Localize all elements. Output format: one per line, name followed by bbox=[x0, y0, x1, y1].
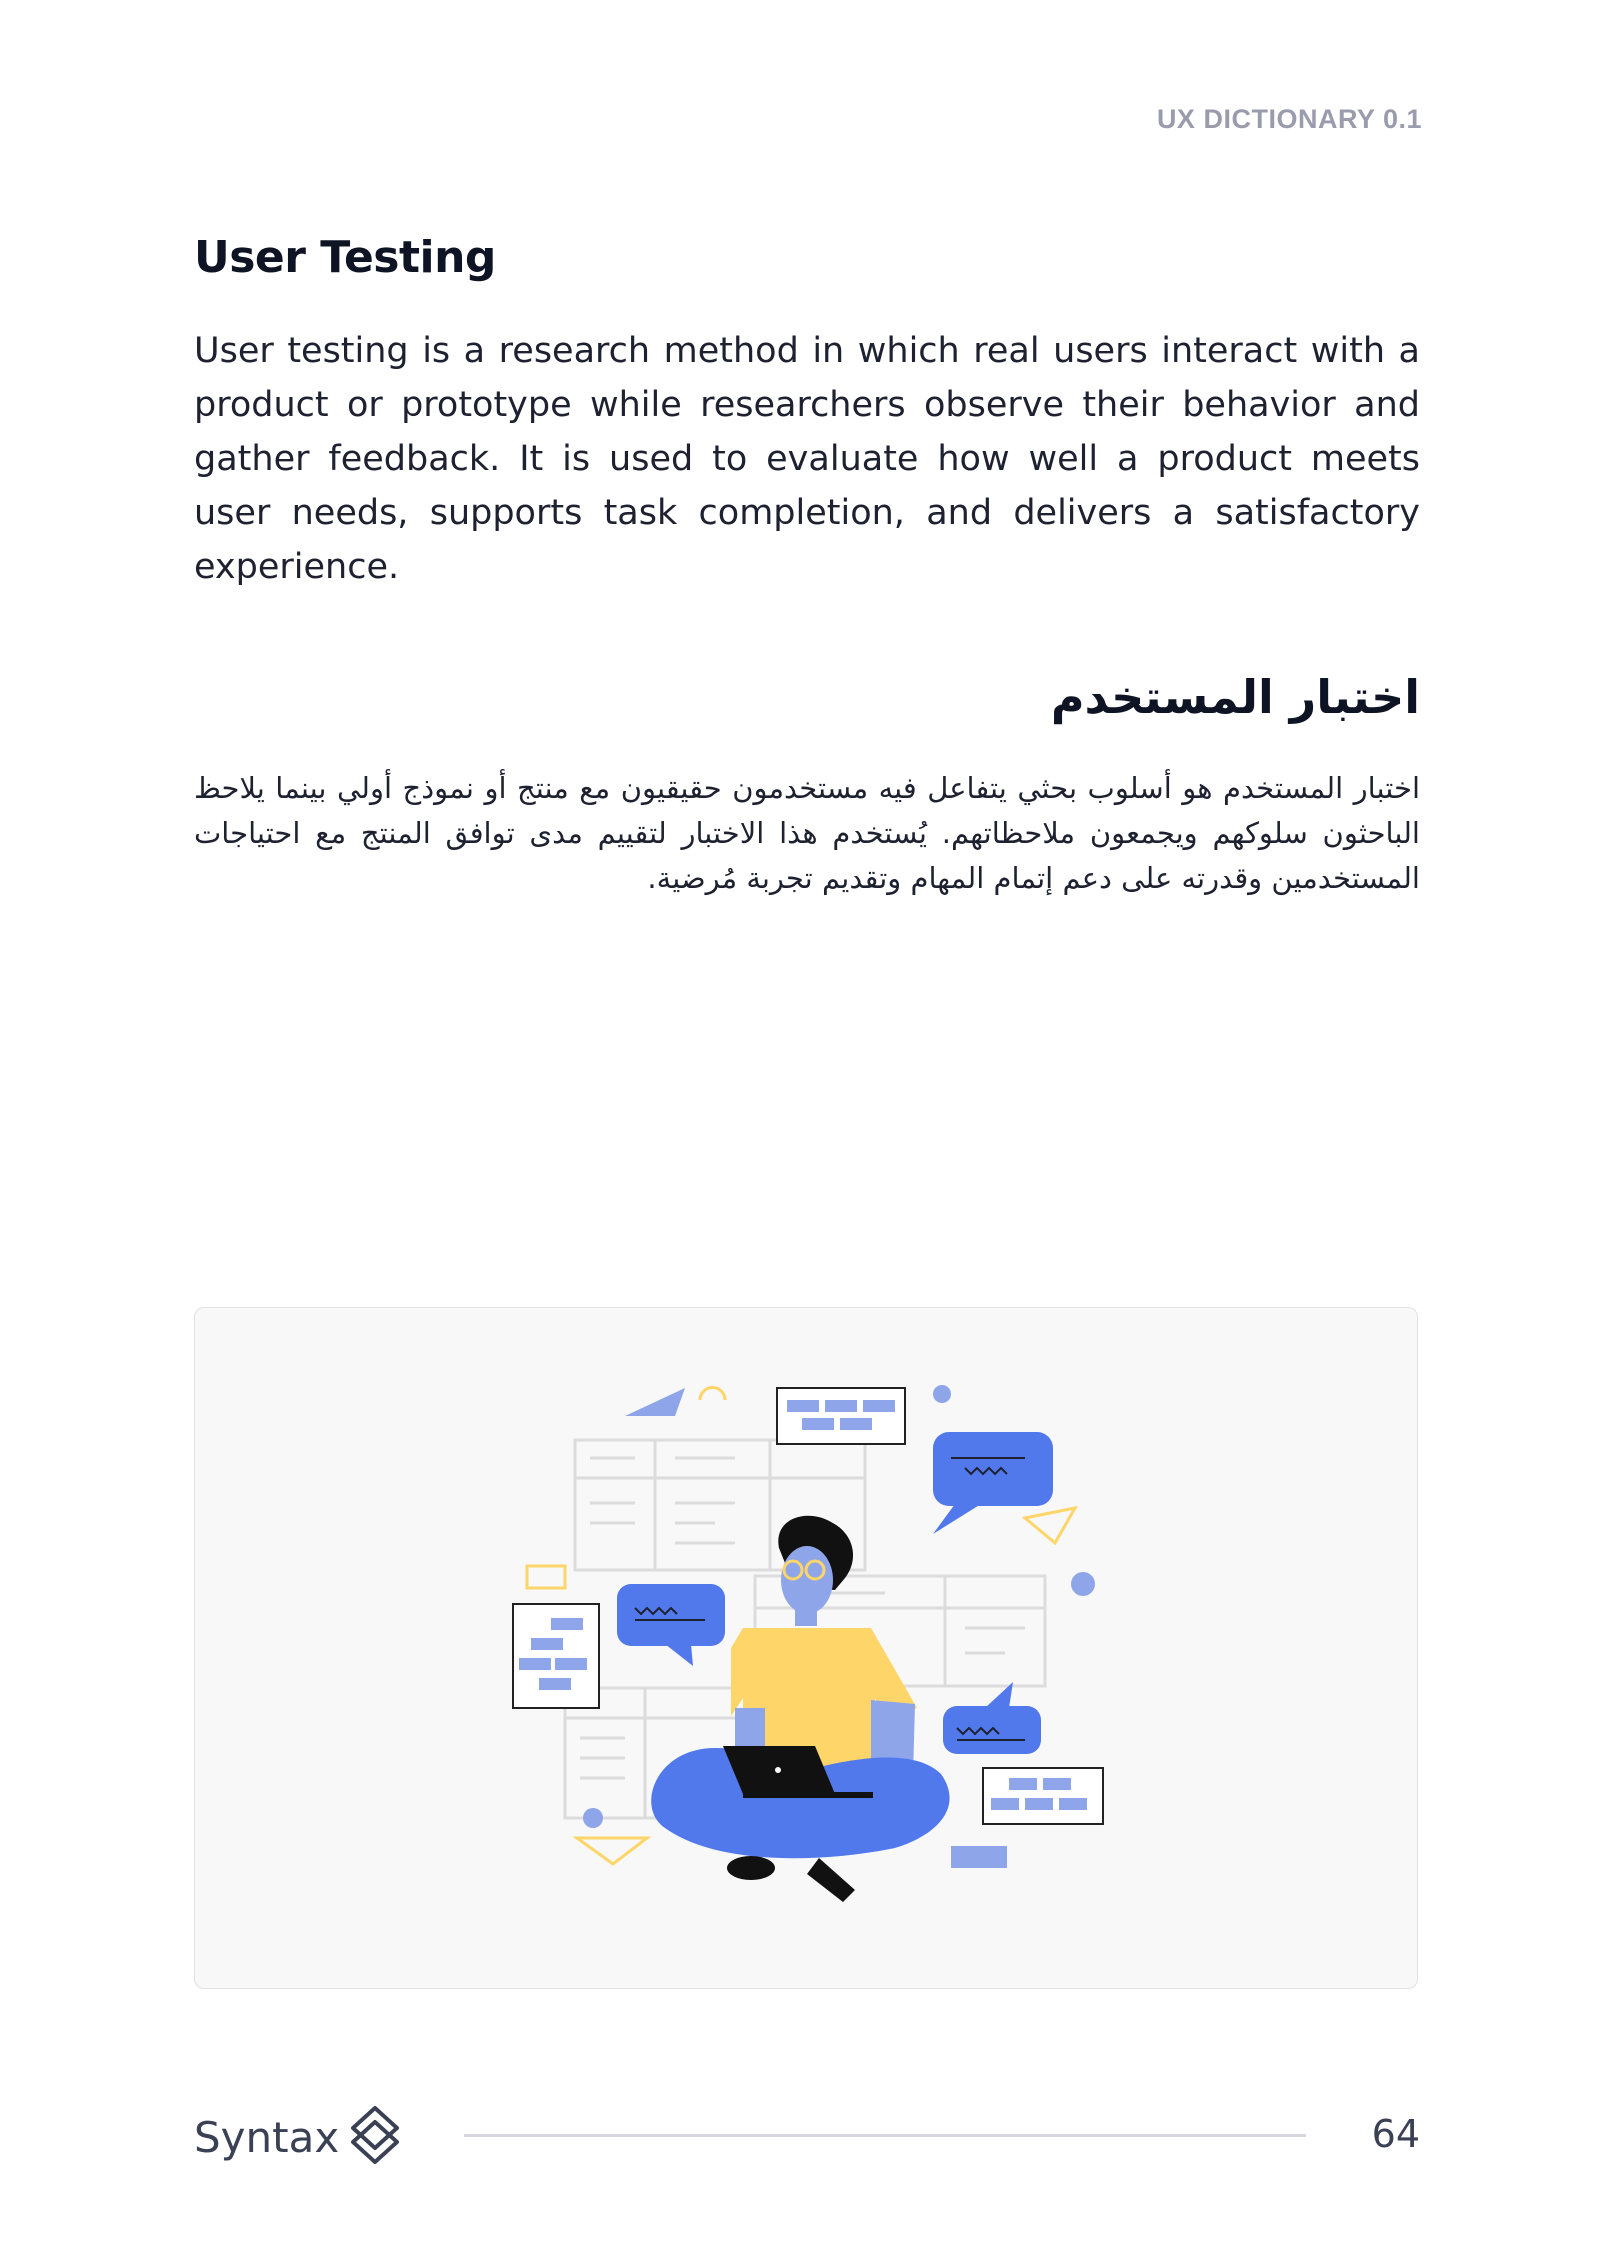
rect-shape-blue bbox=[951, 1846, 1007, 1868]
section-title-ar: اختبار المستخدم bbox=[1050, 670, 1420, 724]
speech-bubble-small bbox=[943, 1682, 1041, 1754]
section-title-en: User Testing bbox=[194, 232, 496, 283]
user-testing-illustration bbox=[194, 1307, 1418, 1989]
page-number: 64 bbox=[1371, 2112, 1420, 2156]
rect-outline-yellow bbox=[527, 1566, 565, 1588]
dot-shape-blue-3 bbox=[583, 1808, 603, 1828]
section-body-en: User testing is a research method in which real users interact with a product or prototype while researchers observe their behavior and gather feedback. It is used to evaluate how well a product meets user needs, supports task completion, and delivers a satisfactory experience. bbox=[194, 331, 1420, 587]
person-figure bbox=[651, 1516, 949, 1902]
arc-shape-yellow bbox=[700, 1388, 725, 1401]
triangle-outline-yellow-2 bbox=[577, 1838, 647, 1864]
footer-brand bbox=[194, 2104, 401, 2170]
footer-divider bbox=[464, 2134, 1306, 2137]
card-left bbox=[513, 1604, 599, 1708]
illustration-svg bbox=[195, 1308, 1418, 1989]
section-body-ar: اختبار المستخدم هو أسلوب بحثي يتفاعل فيه مستخدمون حقيقيون مع منتج أو نموذج أولي بينما يلاحظ الباحثون سلوكهم ويجمعون ملاحظاتهم. يُستخدم هذا الاختبار لتقييم مدى توافق المنتج مع احتياجات المستخدمين وقدرته على دعم إتمام المهام وتقديم تجربة مُرضية. bbox=[194, 771, 1420, 895]
speech-bubble-left bbox=[617, 1584, 725, 1666]
brand-name: Syntax bbox=[194, 2112, 340, 2162]
card-top bbox=[777, 1388, 905, 1444]
document-header-tag: UX DICTIONARY 0.1 bbox=[1156, 104, 1422, 134]
syntax-logo-icon bbox=[349, 2104, 401, 2170]
card-bottom-right bbox=[983, 1768, 1103, 1824]
dot-shape-blue bbox=[933, 1385, 951, 1403]
triangle-outline-yellow bbox=[1025, 1508, 1075, 1543]
dot-shape-blue-2 bbox=[1071, 1572, 1095, 1596]
speech-bubble-top-right bbox=[933, 1432, 1053, 1534]
triangle-shape-blue bbox=[625, 1388, 685, 1416]
